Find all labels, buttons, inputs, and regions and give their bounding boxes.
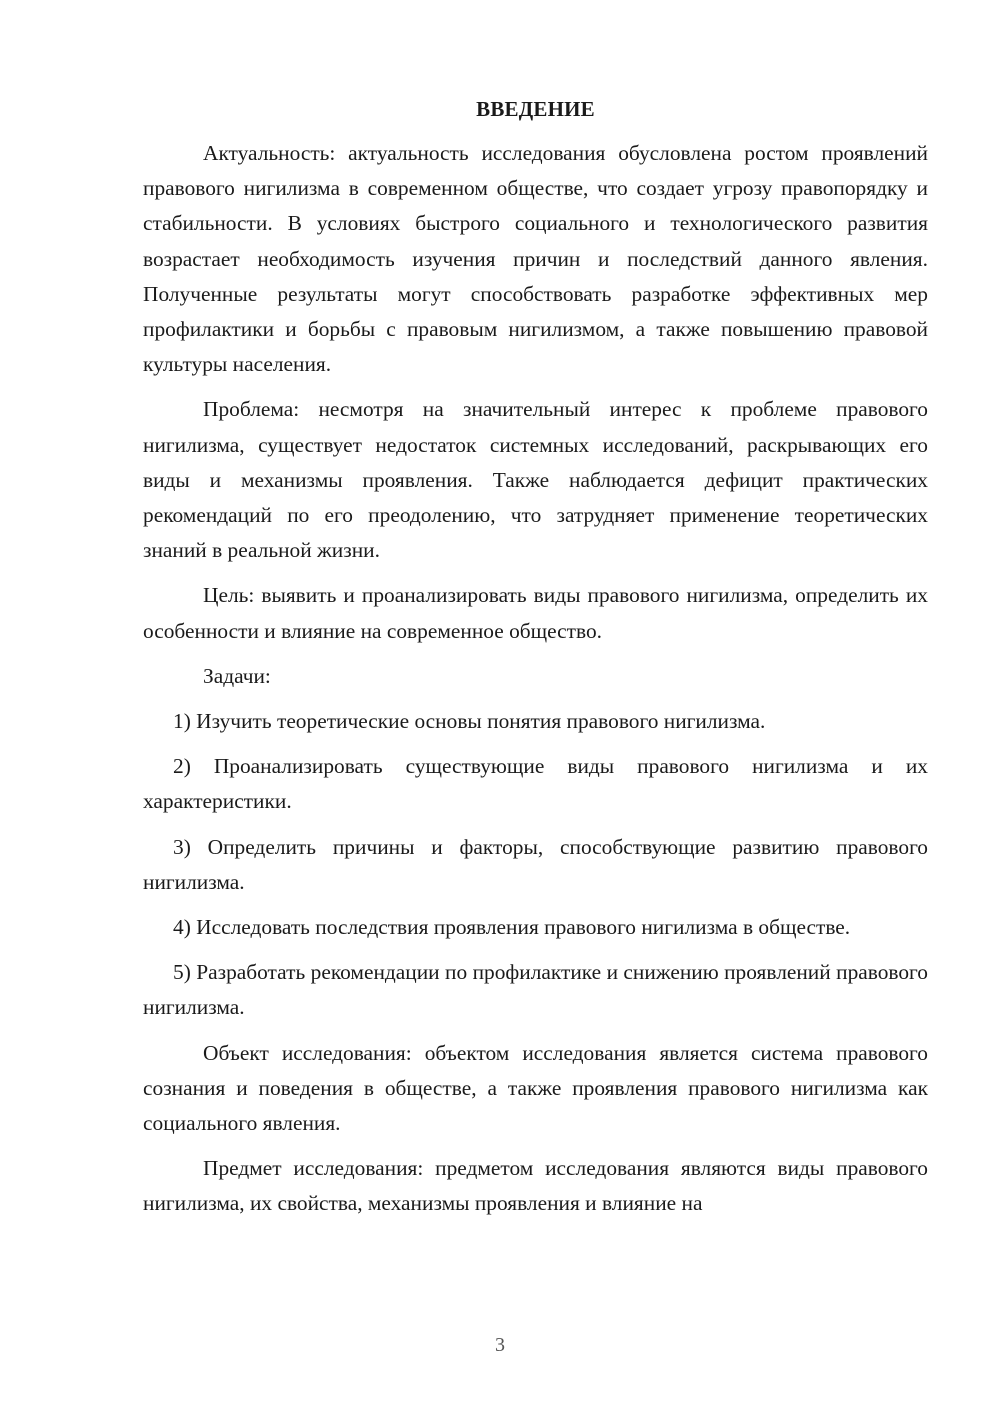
paragraph-subject: Предмет исследования: предметом исследования являются виды правового нигилизма, их свойства, механизмы проявления и влияние на	[143, 1156, 928, 1216]
list-item: 2) Проанализировать существующие виды правового нигилизма и их характеристики.	[143, 754, 928, 814]
list-item: 5) Разработать рекомендации по профилактике и снижению проявлений правового нигилизма.	[143, 960, 928, 1020]
page-title: ВВЕДЕНИЕ	[476, 97, 595, 121]
document-page	[143, 92, 928, 1222]
paragraph-object: Объект исследования: объектом исследования является система правового сознания и поведения в обществе, а также проявления правового нигилизма как социального явления.	[143, 1040, 928, 1136]
list-item: 3) Определить причины и факторы, способствующие развитию правового нигилизма.	[143, 834, 928, 894]
paragraph-relevance: Актуальность: актуальность исследования обусловлена ростом проявлений правового нигилизма в современном обществе, что создает угрозу правопорядку и стабильности. В условиях быстрого социального и технологического развития возрастает необходимость изучения причин и последствий данного явления. Полученные результаты могут способствовать разработке эффективных мер профилактики и борьбы с правовым нигилизмом, а также повышению правовой культуры населения.	[143, 141, 928, 377]
list-item: 1) Изучить теоретические основы понятия правового нигилизма.	[173, 709, 766, 734]
paragraph-problem: Проблема: несмотря на значительный интерес к проблеме правового нигилизма, существует недостаток системных исследований, раскрывающих его виды и механизмы проявления. Также наблюдается дефицит практических рекомендаций по его преодолению, что затрудняет применение теоретических знаний в реальной жизни.	[143, 397, 928, 563]
list-item: 4) Исследовать последствия проявления правового нигилизма в обществе.	[173, 915, 851, 940]
tasks-heading: Задачи:	[203, 663, 271, 688]
page-number: 3	[495, 1334, 505, 1356]
paragraph-goal: Цель: выявить и проанализировать виды правового нигилизма, определить их особенности и влияние на современное общество.	[143, 583, 928, 643]
